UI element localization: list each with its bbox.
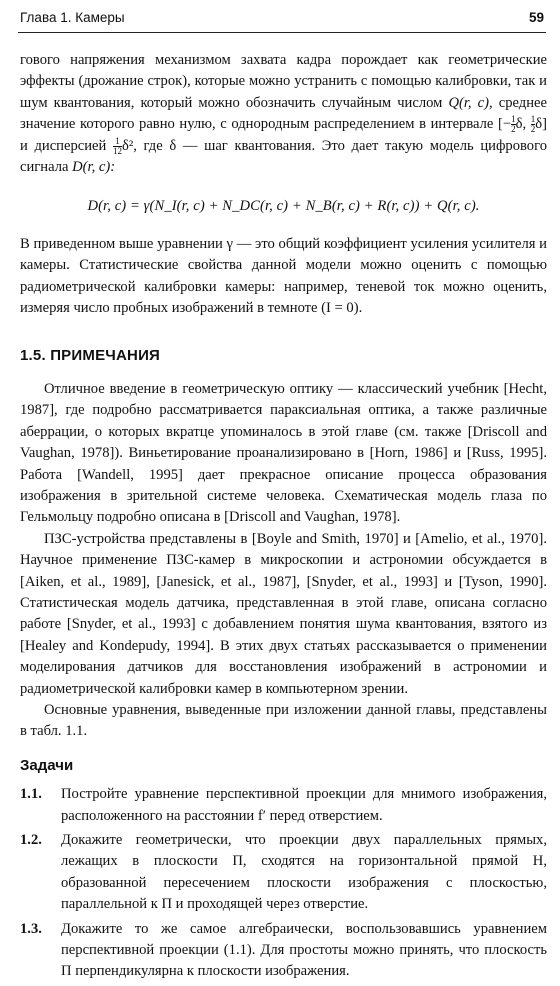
p1-delta2: δ] и дисперсией xyxy=(20,116,547,154)
frac-den: 2 xyxy=(511,124,516,135)
frac-den: 2 xyxy=(530,124,536,135)
task-text: Постройте уравнение перспективной проекции для мнимого изображения, расположенного на расстоянии f′ перед отверстием. xyxy=(61,786,547,824)
running-head xyxy=(20,10,544,30)
chapter-title: Глава 1. Камеры xyxy=(20,10,125,25)
frac-num: 1 xyxy=(511,114,516,125)
task-item xyxy=(20,784,547,827)
section-heading xyxy=(20,345,547,366)
p1-delta1: δ, xyxy=(515,116,531,133)
fraction-twelfth xyxy=(113,137,122,156)
tasks-heading: Задачи xyxy=(20,756,74,774)
p1-text-b: среднее значение которого равно нулю, с однородным распределением в интервале [− xyxy=(20,94,547,133)
header-rule xyxy=(18,32,546,33)
p1-d: D(r, c): xyxy=(72,159,116,176)
equation-signal-model: D(r, c) = γ(N_I(r, c) + N_DC(r, c) + N_B(r, c) + R(r, c)) + Q(r, c). xyxy=(87,198,480,215)
paragraph-quantization xyxy=(20,50,547,178)
task-text: Докажите геометрически, что проекции двух параллельных прямых, лежащих в плоскости Π, сходятся на горизонтальной прямой H, образованной пересечением плоскости изображения с плоскостью, параллельной к Π и проходящей через отверстие. xyxy=(61,832,547,913)
paragraph-notes-table: Основные уравнения, выведенные при изложении данной главы, представлены в табл. 1.1. xyxy=(20,701,547,740)
frac-num: 1 xyxy=(115,135,120,146)
frac-den: 12 xyxy=(112,145,122,156)
p1-q: Q(r, c), xyxy=(448,94,493,111)
task-number: 1.1. xyxy=(20,786,42,803)
paragraph-notes-optics: Отличное введение в геометрическую оптику — классический учебник [Hecht, 1987], где подробно рассматривается параксиальная оптика, а также различные аберрации, о которых вкратце упоминалось в этой главе (см. также [Driscoll and Vaughan, 1978]). Виньетирование проанализировано в [Horn, 1986] и [Russ, 1995]. Работа [Wandell, 1995] дает прекрасное описание процесса образования изображения в зрительной системе человека. Схематическая модель глаза по Гельмольцу подробно описана в [Driscoll and Vaughan, 1978]. xyxy=(20,380,547,526)
paragraph-notes-ccd: ПЗС-устройства представлены в [Boyle and Smith, 1970] и [Amelio, et al., 1970]. Научное применение ПЗС-камер в микроскопии и астрономии обсуждается в [Aiken, et al., 1989], [Janesick, et al., 1987], [Snyder, et al., 1993] и [Tyson, 1990]. Статистическая модель датчика, представленная в этой главе, описана согласно работе [Snyder, et al., 1993] с добавлением понятия шума квантования, взятого из [Healey and Kondepudy, 1994]. В этих двух статьях рассказывается о применении моделирования датчиков для восстановления изображений в астрономии и радиометрической калибровки камер в компьютерном зрении. xyxy=(20,530,547,697)
task-item xyxy=(20,919,547,983)
paragraph-gain: В приведенном выше уравнении γ — это общий коэффициент усиления усилителя и камеры. Статистические свойства данной модели можно оценить с помощью радиометрической калибровки камеры: например, теневой ток можно оценить, измеряя число пробных изображений в темноте (I = 0). xyxy=(20,235,547,317)
task-number: 1.2. xyxy=(20,832,42,848)
task-text: Докажите то же самое алгебраически, воспользовавшись уравнением перспективной проекции (1.1). Для простоты можно принять, что плоскость Π перпендикулярна к плоскости изображения. xyxy=(61,920,547,980)
p1-text-c: δ², где δ — шаг квантования. Это дает такую модель цифрового сигнала xyxy=(20,137,547,176)
section-title: ПРИМЕЧАНИЯ xyxy=(50,347,161,365)
p1-text-a: гового напряжения механизмом захвата кадра порождает как геометрические эффекты (дрожание строк), которые можно устранить с помощью калибровки, так и шум квантования, который можно обозначить случайным числом xyxy=(20,52,547,111)
task-number: 1.3. xyxy=(20,920,42,937)
section-number: 1.5. xyxy=(20,347,46,365)
page-body xyxy=(20,50,547,986)
frac-num: 1 xyxy=(530,114,536,125)
page-number: 59 xyxy=(528,10,544,25)
task-item xyxy=(20,830,547,916)
